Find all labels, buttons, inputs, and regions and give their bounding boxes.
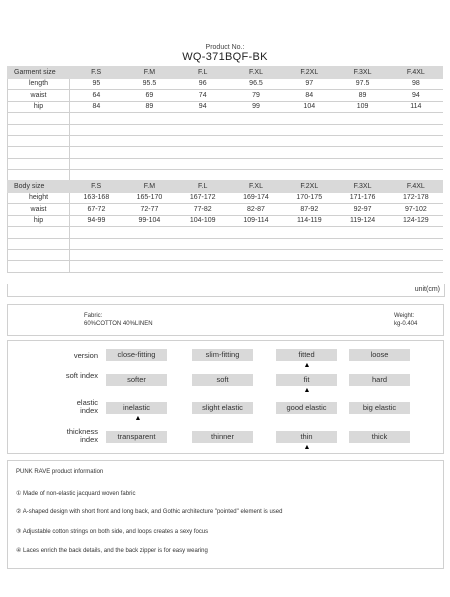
table-cell: 79 <box>229 90 282 101</box>
body-col-header: F.S <box>70 181 123 193</box>
empty-row <box>8 227 443 238</box>
table-cell: 97.5 <box>336 79 389 90</box>
garment-header-row <box>8 67 443 79</box>
feature-option-selected: inelastic <box>106 402 167 414</box>
body-col-header: F.L <box>176 181 229 193</box>
body-header-row <box>8 181 443 193</box>
body-col-header: F.2XL <box>283 181 336 193</box>
selected-arrow-icon: ▲ <box>303 362 311 369</box>
table-cell: 95.5 <box>123 79 176 90</box>
body-title: Body size <box>8 181 70 193</box>
product-info-item: ② A-shaped design with short front and long back, and Gothic architecture "pointed" element is used <box>16 509 283 515</box>
product-info-title: PUNK RAVE product information <box>16 469 104 475</box>
row-label: hip <box>8 215 70 226</box>
feature-option: close-fitting <box>106 349 167 361</box>
garment-col-header: F.4XL <box>389 67 442 79</box>
product-no: WQ-371BQF-BK <box>182 51 268 63</box>
row-label: hip <box>8 101 70 112</box>
garment-col-header: F.M <box>123 67 176 79</box>
row-label: waist <box>8 204 70 215</box>
feature-option: transparent <box>106 431 167 443</box>
empty-row <box>8 158 443 169</box>
feature-option-selected: fitted <box>276 349 337 361</box>
feature-option: thinner <box>192 431 253 443</box>
product-info-item: ③ Adjustable cotton strings on both side, and loops creates a sexy focus <box>16 529 209 535</box>
feature-option: thick <box>349 431 410 443</box>
garment-col-header: F.XL <box>229 67 282 79</box>
table-cell: 104-109 <box>176 215 229 226</box>
table-cell: 109 <box>336 101 389 112</box>
product-info-box <box>7 460 444 569</box>
table-cell: 170-175 <box>283 193 336 204</box>
product-info-item: ④ Laces enrich the back details, and the back zipper is for easy wearing <box>16 548 208 554</box>
unit-label: unit(cm) <box>414 286 440 293</box>
garment-title: Garment size <box>8 67 70 79</box>
body-col-header: F.XL <box>229 181 282 193</box>
table-cell: 97 <box>283 79 336 90</box>
weight-label: Weight: <box>394 313 415 319</box>
fabric-value: 60%COTTON 40%LINEN <box>84 321 153 327</box>
table-row <box>8 101 443 112</box>
table-cell: 74 <box>176 90 229 101</box>
row-label: waist <box>8 90 70 101</box>
table-cell: 171-176 <box>336 193 389 204</box>
empty-row <box>8 113 443 124</box>
table-cell: 84 <box>70 101 123 112</box>
body-col-header: F.M <box>123 181 176 193</box>
table-cell: 87-92 <box>283 204 336 215</box>
feature-option-selected: thin <box>276 431 337 443</box>
body-size-table <box>7 180 443 273</box>
table-cell: 169-174 <box>229 193 282 204</box>
table-cell: 89 <box>336 90 389 101</box>
table-cell: 104 <box>283 101 336 112</box>
table-row <box>8 79 443 90</box>
table-cell: 94 <box>176 101 229 112</box>
garment-col-header: F.S <box>70 67 123 79</box>
fabric-box <box>7 304 444 336</box>
feature-option-selected: fit <box>276 374 337 386</box>
table-cell: 96 <box>176 79 229 90</box>
empty-row <box>8 147 443 158</box>
table-cell: 124-129 <box>389 215 442 226</box>
table-cell: 167-172 <box>176 193 229 204</box>
garment-size-table <box>7 66 443 193</box>
garment-col-header: F.L <box>176 67 229 79</box>
table-row <box>8 193 443 204</box>
product-info-item: ① Made of non-elastic jacquard woven fabric <box>16 491 136 497</box>
feature-option: slim-fitting <box>192 349 253 361</box>
product-no-label: Product No.: <box>205 44 245 51</box>
body-col-header: F.4XL <box>389 181 442 193</box>
table-cell: 95 <box>70 79 123 90</box>
features-box <box>7 340 444 454</box>
empty-row <box>8 135 443 146</box>
weight-value: kg-0.404 <box>394 321 418 327</box>
table-row <box>8 215 443 226</box>
table-cell: 99 <box>229 101 282 112</box>
table-cell: 72-77 <box>123 204 176 215</box>
feature-label: thickness index <box>66 427 98 444</box>
selected-arrow-icon: ▲ <box>134 415 142 422</box>
table-cell: 64 <box>70 90 123 101</box>
feature-label: version <box>73 351 98 360</box>
selected-arrow-icon: ▲ <box>303 387 311 394</box>
table-cell: 97-102 <box>389 204 442 215</box>
feature-option: slight elastic <box>192 402 253 414</box>
table-cell: 98 <box>389 79 442 90</box>
row-label: height <box>8 193 70 204</box>
feature-option: hard <box>349 374 410 386</box>
table-cell: 114 <box>389 101 442 112</box>
table-cell: 96.5 <box>229 79 282 90</box>
empty-row <box>8 249 443 260</box>
table-cell: 119-124 <box>336 215 389 226</box>
fabric-label: Fabric: <box>84 313 103 319</box>
table-cell: 89 <box>123 101 176 112</box>
table-row <box>8 204 443 215</box>
table-cell: 165-170 <box>123 193 176 204</box>
weight-info <box>394 312 417 328</box>
selected-arrow-icon: ▲ <box>303 444 311 451</box>
feature-option: big elastic <box>349 402 410 414</box>
table-cell: 94 <box>389 90 442 101</box>
table-cell: 114-119 <box>283 215 336 226</box>
table-cell: 82-87 <box>229 204 282 215</box>
table-cell: 92-97 <box>336 204 389 215</box>
feature-option: softer <box>106 374 167 386</box>
table-cell: 77-82 <box>176 204 229 215</box>
table-cell: 67-72 <box>70 204 123 215</box>
table-cell: 163-168 <box>70 193 123 204</box>
table-cell: 172-178 <box>389 193 442 204</box>
garment-col-header: F.2XL <box>283 67 336 79</box>
empty-row <box>8 238 443 249</box>
feature-label: elastic index <box>76 398 98 415</box>
empty-row <box>8 124 443 135</box>
table-cell: 84 <box>283 90 336 101</box>
body-col-header: F.3XL <box>336 181 389 193</box>
feature-option: good elastic <box>276 402 337 414</box>
empty-row <box>8 261 443 272</box>
feature-label: soft index <box>65 371 98 380</box>
feature-option: soft <box>192 374 253 386</box>
garment-col-header: F.3XL <box>336 67 389 79</box>
unit-row <box>7 284 445 297</box>
table-row <box>8 90 443 101</box>
table-cell: 69 <box>123 90 176 101</box>
feature-option: loose <box>349 349 410 361</box>
fabric-info <box>84 312 153 328</box>
table-cell: 109-114 <box>229 215 282 226</box>
row-label: length <box>8 79 70 90</box>
table-cell: 99-104 <box>123 215 176 226</box>
table-cell: 94-99 <box>70 215 123 226</box>
